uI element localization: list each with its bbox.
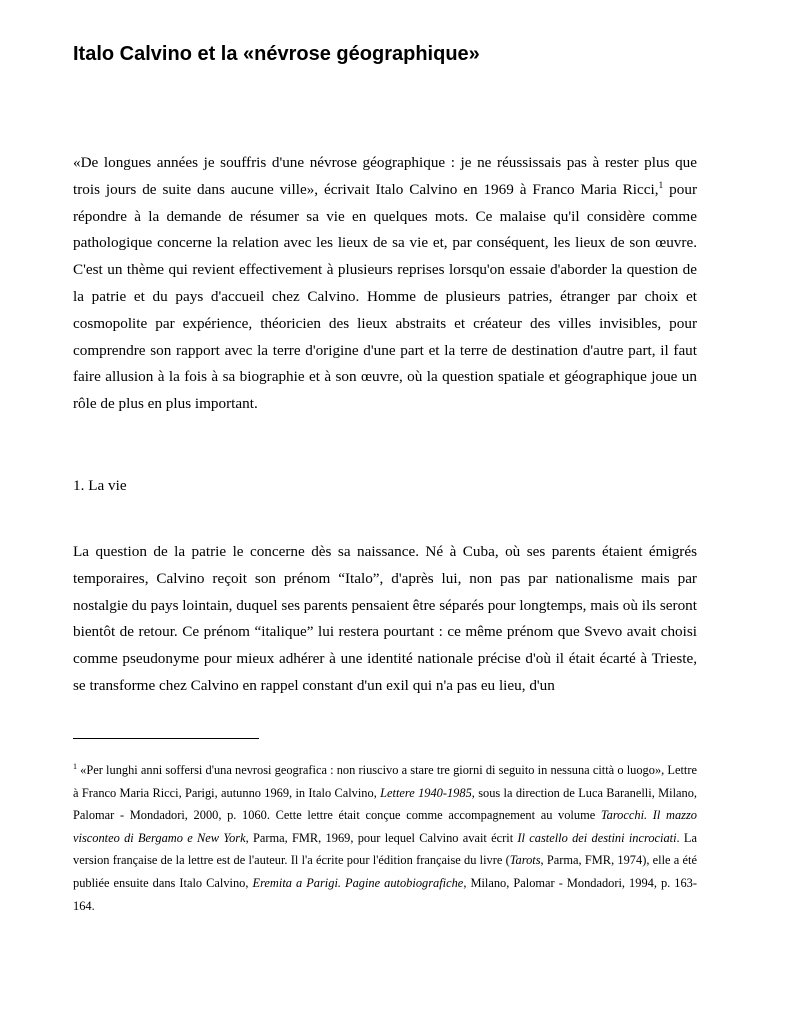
footnote-text: «Per lunghi anni soffersi d'una nevrosi geografica : non riuscivo a stare tre giorni di seguito in nessuna città o luogo», Lettre à Franco Maria Ricci, Parigi, autunno 1969, in Italo Calvino, [73,763,697,800]
footnote-text: , Milano, Palomar - Mondadori, 1994, p. 163-164. [73,875,698,913]
intro-text-before-note: «De longues années je souffris d'une névrose géographique : je ne réussissais pas à rester plus que trois jours de suite dans aucune ville», écrivait Italo Calvino en 1969 à Franco Maria Ricci, [73,154,697,198]
body-paragraph: La question de la patrie le concerne dès sa naissance. Né à Cuba, où ses parents étaient émigrés temporaires, Calvino reçoit son prénom “Italo”, d'après lui, non pas par nationalisme mais par nostalgie du pays lointain, duquel ses parents pensaient être séparés pour longtemps, mais où ils seront bientôt de retour. Ce prénom “italique” lui restera pourtant : ce même prénom que Svevo avait choisi comme pseudonyme pour mieux adhérer à une identité nationale précise d'où il était écarté à Trieste, se transforme chez Calvino en rappel constant d'un exil qui n'a pas eu lieu, d'un [73,543,697,694]
footnote-text: , sous la direction de Luca Baranelli, Milano, Palomar - Mondadori, 2000, p. 1060. Cette lettre était conçue comme accompagnement au volume [73,785,697,823]
intro-paragraph [73,150,697,418]
page-title: Italo Calvino et la «névrose géographique» [73,43,480,65]
footnote-text: . La version française de la lettre est de l'auteur. Il l'a écrite pour l'édition française du livre ( [73,830,697,868]
footnote-title: Lettere 1940-1985 [380,785,472,800]
footnote [73,759,697,917]
section-heading: 1. La vie [73,477,127,494]
footnote-text: , Parma, FMR, 1974), elle a été publiée ensuite dans Italo Calvino, [73,853,697,890]
footnote-reference[interactable]: 1 [658,180,664,191]
footnote-text: , Parma, FMR, 1969, pour lequel Calvino avait écrit [245,830,518,845]
footnote-title: Tarocchi. Il mazzo visconteo di Bergamo e New York [73,808,697,845]
footnote-title: Eremita a Parigi. Pagine autobiografiche [252,875,464,890]
footnote-number: 1 [73,761,77,771]
footnote-separator [73,738,259,739]
footnote-title: Tarots [509,853,541,868]
footnote-title: Il castello dei destini incrociati [517,830,677,845]
intro-text-after-note: pour répondre à la demande de résumer sa vie en quelques mots. Ce malaise qu'il considère comme pathologique concerne la relation avec les lieux de sa vie et, par conséquent, les lieux de son œuvre. C'est un thème qui revient effectivement à plusieurs reprises lorsqu'on essaie d'aborder la question de la patrie et du pays d'accueil chez Calvino. Homme de plusieurs patries, étranger par choix et cosmopolite par expérience, théoricien des lieux abstraits et créateur des villes invisibles, pour comprendre son rapport avec la terre d'origine d'une part et la terre de destination d'autre part, il faut faire allusion à la fois à sa biographie et à son œuvre, où la question spatiale et géographique joue un rôle de plus en plus important. [73,180,698,413]
